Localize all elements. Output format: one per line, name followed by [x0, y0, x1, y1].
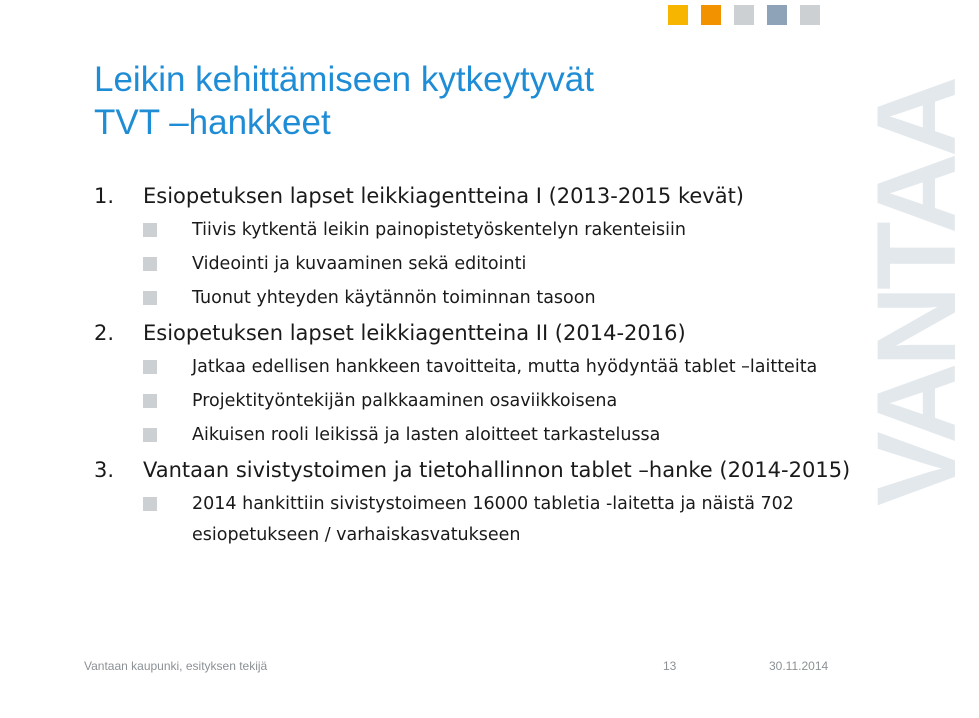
footer-author: Vantaan kaupunki, esityksen tekijä [84, 659, 268, 673]
project-1 [94, 180, 874, 314]
square-bullet-icon [143, 428, 157, 442]
title-line-2: TVT –hankkeet [94, 103, 331, 142]
square-gray [800, 5, 820, 25]
decorative-squares [668, 5, 833, 25]
square-light-gray [734, 5, 754, 25]
sub-item [94, 386, 874, 417]
list-item [94, 317, 874, 350]
sub-list [94, 489, 874, 551]
footer-page-number: 13 [663, 659, 677, 673]
sub-item [94, 489, 874, 551]
sub-item-text: 2014 hankittiin sivistystoimeen 16000 tabletia -laitetta ja näistä 702 esiopetukseen / varhaiskasvatukseen [192, 494, 794, 545]
square-bullet-icon [143, 394, 157, 408]
list-item [94, 454, 874, 487]
project-2 [94, 317, 874, 451]
sub-item [94, 215, 874, 246]
square-bullet-icon [143, 291, 157, 305]
square-bullet-icon [143, 223, 157, 237]
sub-item [94, 283, 874, 314]
square-bullet-icon [143, 360, 157, 374]
sub-item-text: Tiivis kytkentä leikin painopistetyöskentelyn rakenteisiin [192, 220, 686, 240]
sub-item-text: Projektityöntekijän palkkaaminen osaviikkoisena [192, 391, 618, 411]
sub-item-text: Videointi ja kuvaaminen sekä editointi [192, 254, 527, 274]
sub-item [94, 420, 874, 451]
item-number: 3. [94, 458, 115, 482]
item-number: 2. [94, 321, 115, 345]
sub-item [94, 352, 874, 383]
square-bullet-icon [143, 497, 157, 511]
sub-item-text: Jatkaa edellisen hankkeen tavoitteita, mutta hyödyntää tablet –laitteita [192, 357, 818, 377]
sub-list [94, 215, 874, 314]
sub-item-text: Aikuisen rooli leikissä ja lasten aloitteet tarkastelussa [192, 425, 661, 445]
sub-item-text: Tuonut yhteyden käytännön toiminnan tasoon [192, 288, 596, 308]
square-yellow [668, 5, 688, 25]
project-3 [94, 454, 874, 551]
slide-content [94, 180, 874, 554]
item-number: 1. [94, 184, 115, 208]
list-item [94, 180, 874, 213]
item-text: Esiopetuksen lapset leikkiagentteina I (2013-2015 kevät) [143, 184, 745, 208]
square-bullet-icon [143, 257, 157, 271]
sub-list [94, 352, 874, 451]
title-line-1: Leikin kehittämiseen kytkeytyvät [94, 60, 594, 99]
square-orange [701, 5, 721, 25]
item-text: Esiopetuksen lapset leikkiagentteina II (2014-2016) [143, 321, 686, 345]
vantaa-logo-text: VANTAA [854, 79, 979, 507]
slide-title [94, 58, 594, 144]
vantaa-logo [854, 79, 979, 507]
square-blue-gray [767, 5, 787, 25]
footer-date: 30.11.2014 [769, 659, 829, 673]
sub-item [94, 249, 874, 280]
item-text: Vantaan sivistystoimen ja tietohallinnon tablet –hanke (2014-2015) [143, 458, 851, 482]
